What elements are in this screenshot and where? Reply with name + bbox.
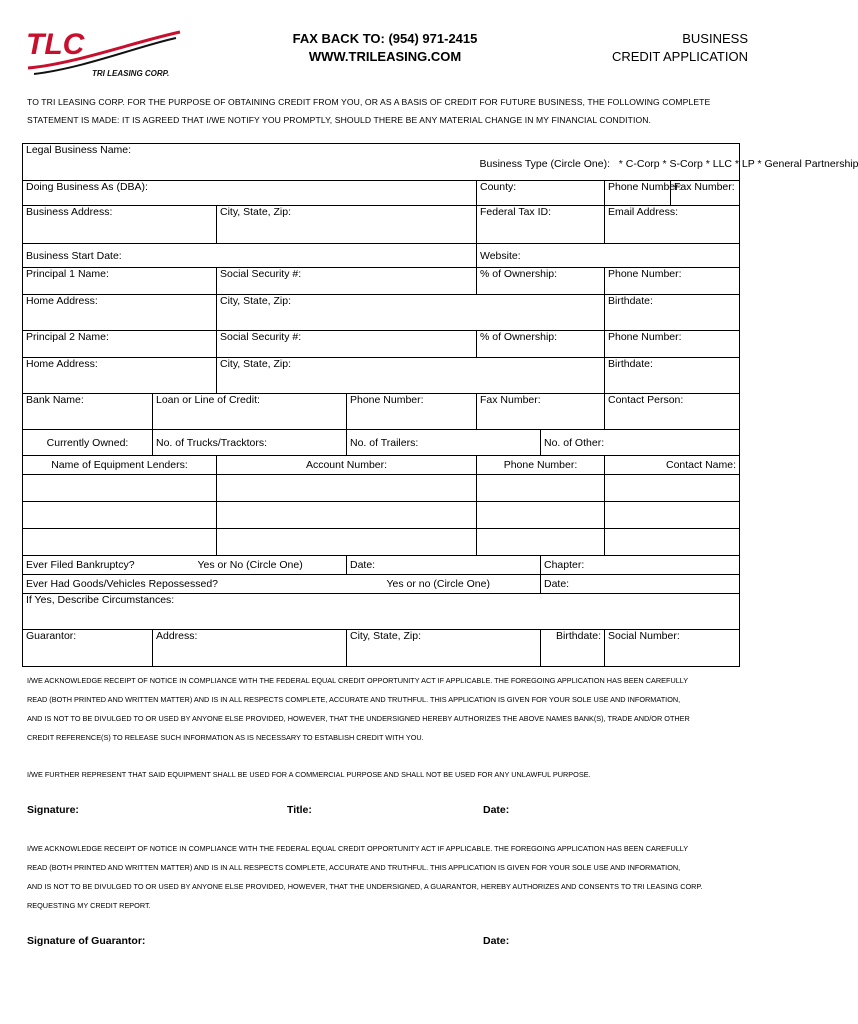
bank-phone-field[interactable] [347,394,477,430]
field-label: Legal Business Name: [26,144,132,156]
legal-name-field[interactable] [23,144,477,181]
principal1-city-field[interactable] [217,295,605,331]
intro-line1: TO TRI LEASING CORP. FOR THE PURPOSE OF OBTAINING CREDIT FROM YOU, OR AS A BASIS OF CREDIT FOR FUTURE BUSINESS, THE FOLLOWING COMPLETE [27,97,711,107]
field-label: City, State, Zip: [220,295,291,307]
logo-swoosh-icon [24,24,184,80]
bankruptcy-yes-no[interactable] [153,556,347,575]
disclosure1-line3: AND IS NOT TO BE DIVULGED TO OR USED BY ANYONE ELSE PROVIDED, HOWEVER, THAT THE UNDERSIGNED HEREBY AUTHORIZES THE ABOVE NAMES BANK(S), TRADE AND/OR OTHER [27,714,690,723]
county-field[interactable] [477,181,605,206]
field-label: Bank Name: [26,394,84,406]
field-label: Social Security #: [220,268,302,280]
application-form [22,143,858,667]
business-type-label: Business Type (Circle One): [479,158,611,170]
field-label: No. of Trucks/Tracktors: [156,436,268,449]
lender-row3-account[interactable] [217,529,477,556]
describe-field[interactable] [23,594,740,630]
guarantor-signature-label[interactable]: Signature of Guarantor: [27,935,146,947]
logo-subtitle: TRI LEASING CORP. [92,69,170,78]
repossessed-yes-no[interactable] [347,575,541,594]
field-label: Date: [544,578,570,590]
field-label: Contact Name: [666,459,737,471]
signature-label[interactable]: Signature: [27,804,79,816]
field-label: Birthdate: [608,295,653,307]
principal1-name-field[interactable] [23,268,217,295]
company-logo [24,24,184,80]
principal1-ownership-field[interactable] [477,268,605,295]
business-type-options: * C-Corp * S-Corp * LLC * LP * General Partnership [618,158,858,170]
field-label: Address: [156,630,198,642]
lender-row1-account[interactable] [217,475,477,502]
disclosure2-line3: AND IS NOT TO BE DIVULGED TO OR USED BY ANYONE ELSE PROVIDED, HOWEVER, THAT THE UNDERSIGNED, A GUARANTOR, HEREBY AUTHORIZES AND CONSENTS TO TRI LEASING CORP. [27,882,703,891]
website-field[interactable] [477,244,740,268]
field-label: % of Ownership: [480,268,558,280]
principal2-ssn-field[interactable] [217,331,477,358]
account-number-header [217,456,477,475]
disclosure1-line2: READ (BOTH PRINTED AND WRITTEN MATTER) AND IS IN ALL RESPECTS COMPLETE, ACCURATE AND TRUTHFUL. THIS APPLICATION IS GIVEN FOR YOUR SOLE USE AND INFORMATION, [27,695,681,704]
phone-field[interactable] [605,181,682,206]
guarantor-field[interactable] [23,630,153,667]
principal2-name-field[interactable] [23,331,217,358]
field-label: County: [480,181,517,193]
field-label: Guarantor: [26,630,77,642]
principal2-phone-field[interactable] [605,331,740,358]
field-label: Fax Number: [480,394,541,406]
guarantor-birthdate-field[interactable] [541,630,605,667]
field-label: % of Ownership: [480,331,558,343]
lender-row1-contact[interactable] [605,475,740,502]
field-label: Birthdate: [608,358,653,370]
disclosure1-line4: CREDIT REFERENCE(S) TO RELEASE SUCH INFORMATION AS IS NECESSARY TO ESTABLISH CREDIT WITH YOU. [27,733,424,742]
field-label: Federal Tax ID: [480,206,552,218]
field-label: Name of Equipment Lenders: [51,459,188,471]
field-label: Loan or Line of Credit: [156,394,260,406]
principal2-home-address-field[interactable] [23,358,217,394]
bankruptcy-date-field[interactable] [347,556,541,575]
field-label: Yes or no (Circle One) [386,578,490,590]
field-label: No. of Trailers: [350,436,419,449]
doc-title-line2: CREDIT APPLICATION [611,49,748,64]
field-label: Account Number: [305,459,388,471]
field-label: City, State, Zip: [220,206,291,218]
lender-row2-account[interactable] [217,502,477,529]
field-label: Home Address: [26,295,98,307]
field-label: Principal 1 Name: [26,268,109,280]
bank-contact-field[interactable] [605,394,740,430]
field-label: Principal 2 Name: [26,331,109,343]
contact-name-header [605,456,740,475]
field-label: Business Start Date: [26,249,122,262]
business-address-field[interactable] [23,206,217,244]
principal2-birthdate-field[interactable] [605,358,740,394]
title-label[interactable]: Title: [287,804,312,816]
currently-owned-label [23,430,153,456]
dba-field[interactable] [23,181,477,206]
field-label: Fax Number: [674,181,735,193]
bankruptcy-label [23,556,153,575]
field-label: Currently Owned: [46,436,129,449]
field-label: No. of Other: [544,436,605,449]
bank-name-field[interactable] [23,394,153,430]
lender-row1-name[interactable] [23,475,217,502]
lender-row1-phone[interactable] [477,475,605,502]
guarantor-social-field[interactable] [605,630,740,667]
field-label: Yes or No (Circle One) [197,559,303,571]
commercial-statement: I/WE FURTHER REPRESENT THAT SAID EQUIPMENT SHALL BE USED FOR A COMMERCIAL PURPOSE AND SHALL NOT BE USED FOR ANY UNLAWFUL PURPOSE. [27,770,591,779]
lender-row2-phone[interactable] [477,502,605,529]
trucks-field[interactable] [153,430,347,456]
principal1-ssn-field[interactable] [217,268,477,295]
lender-row2-contact[interactable] [605,502,740,529]
other-field[interactable] [541,430,740,456]
field-label: Phone Number: [350,394,424,406]
principal2-ownership-field[interactable] [477,331,605,358]
start-date-field[interactable] [23,244,477,268]
repossessed-date-field[interactable] [541,575,740,594]
disclosure2-line2: READ (BOTH PRINTED AND WRITTEN MATTER) AND IS IN ALL RESPECTS COMPLETE, ACCURATE AND TRUTHFUL. THIS APPLICATION IS GIVEN FOR YOUR SOLE USE AND INFORMATION, [27,863,681,872]
field-label: Ever Filed Bankruptcy? [26,559,135,571]
bank-fax-field[interactable] [477,394,605,430]
fax-field[interactable] [671,181,740,206]
lender-row3-name[interactable] [23,529,217,556]
lender-phone-header [477,456,605,475]
field-label: Phone Number: [608,268,682,280]
principal1-home-address-field[interactable] [23,295,217,331]
field-label: If Yes, Describe Circumstances: [26,594,175,606]
website-url[interactable]: WWW.TRILEASING.COM [308,49,462,64]
disclosure1-line1: I/WE ACKNOWLEDGE RECEIPT OF NOTICE IN COMPLIANCE WITH THE FEDERAL EQUAL CREDIT OPPORTUNITY ACT IF APPLICABLE. THE FOREGOING APPLICATION HAS BEEN CAREFULLY [27,676,689,685]
field-label: Business Address: [26,206,113,218]
lender-row2-name[interactable] [23,502,217,529]
field-label: Phone Number: [503,459,578,471]
field-label: Birthdate: [556,630,601,642]
intro-line2: STATEMENT IS MADE: IT IS AGREED THAT I/WE NOTIFY YOU PROMPTLY, SHOULD THERE BE ANY MATERIAL CHANGE IN MY FINANCIAL CONDITION. [27,115,652,125]
guarantor-city-field[interactable] [347,630,541,667]
field-label: Phone Number: [608,331,682,343]
principal1-birthdate-field[interactable] [605,295,740,331]
equipment-lenders-header [23,456,217,475]
email-field[interactable] [605,206,740,244]
trailers-field[interactable] [347,430,541,456]
disclosure2-line4: REQUESTING MY CREDIT REPORT. [27,901,151,910]
field-label: City, State, Zip: [350,630,421,642]
disclosure2-line1: I/WE ACKNOWLEDGE RECEIPT OF NOTICE IN COMPLIANCE WITH THE FEDERAL EQUAL CREDIT OPPORTUNITY ACT IF APPLICABLE. THE FOREGOING APPLICATION HAS BEEN CAREFULLY [27,844,689,853]
field-label: Home Address: [26,358,98,370]
guarantor-date-label[interactable]: Date: [483,935,510,947]
lender-row3-contact[interactable] [605,529,740,556]
bankruptcy-chapter-field[interactable] [541,556,740,575]
principal1-phone-field[interactable] [605,268,740,295]
loan-field[interactable] [153,394,347,430]
field-label: Website: [480,249,521,262]
guarantor-address-field[interactable] [153,630,347,667]
repossessed-label [23,575,347,594]
signature-date-label[interactable]: Date: [483,804,510,816]
field-label: Phone Number: [608,181,682,193]
lender-row3-phone[interactable] [477,529,605,556]
field-label: Doing Business As (DBA): [26,181,148,193]
field-label: Social Security #: [220,331,302,343]
fax-number: FAX BACK TO: (954) 971-2415 [292,31,478,46]
field-label: Email Address: [608,206,679,218]
business-city-field[interactable] [217,206,477,244]
business-type-field[interactable] [477,144,858,181]
field-label: Date: [350,559,376,571]
principal2-city-field[interactable] [217,358,605,394]
field-label: Social Number: [608,630,680,642]
field-label: Ever Had Goods/Vehicles Repossessed? [26,578,219,590]
field-label: Contact Person: [608,394,684,406]
doc-title-line1: BUSINESS [682,31,748,46]
field-label: Chapter: [544,559,585,571]
logo-text: TLC [26,28,85,61]
federal-tax-id-field[interactable] [477,206,605,244]
field-label: City, State, Zip: [220,358,291,370]
